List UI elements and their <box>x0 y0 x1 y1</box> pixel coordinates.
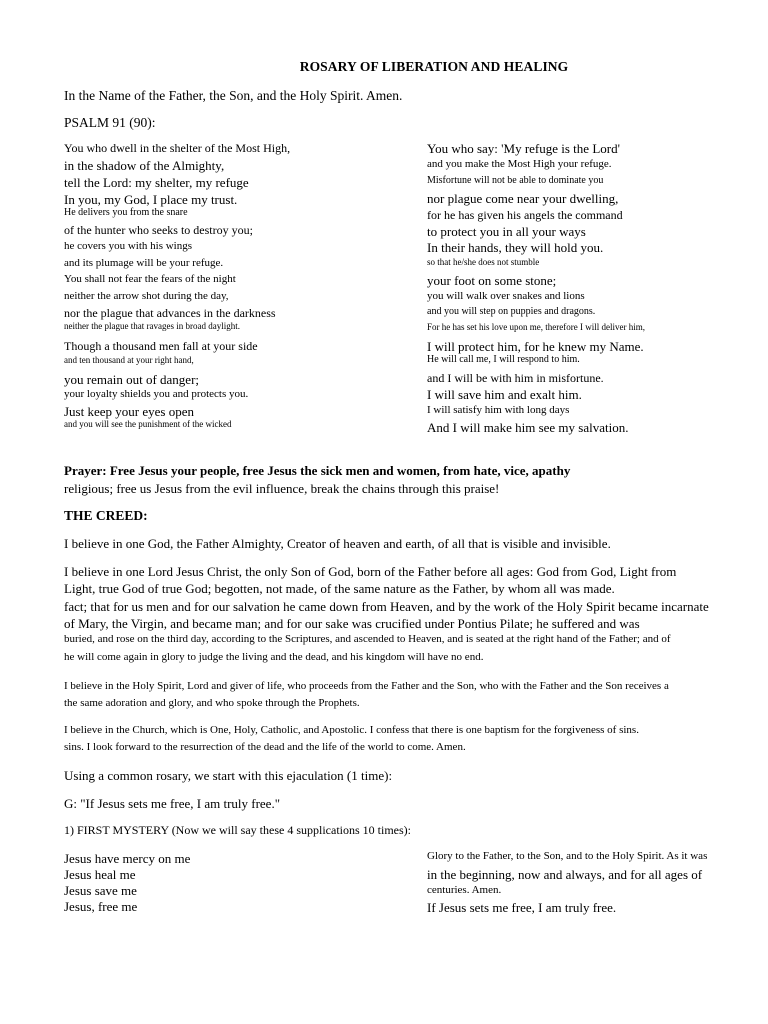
psalm-line: and I will be with him in misfortune. <box>427 371 604 385</box>
psalm-line: He delivers you from the snare <box>64 207 188 218</box>
psalm-line: He will call me, I will respond to him. <box>427 354 580 365</box>
creed-p2-line: Light, true God of true God; begotten, not made, of the same nature as the Father, by whom all was made. <box>64 581 615 596</box>
psalm-line: Though a thousand men fall at your side <box>64 339 258 353</box>
psalm-line: nor plague come near your dwelling, <box>427 191 619 206</box>
supplication-line: Jesus save me <box>64 883 137 898</box>
glory-line: centuries. Amen. <box>427 884 502 896</box>
psalm-line: you remain out of danger; <box>64 372 200 387</box>
prayer-line-1: Prayer: Free Jesus your people, free Jesus the sick men and women, from hate, vice, apathy <box>64 463 571 478</box>
glory-line: in the beginning, now and always, and for all ages of <box>427 867 703 882</box>
psalm-line: your foot on some stone; <box>427 273 557 288</box>
creed-paragraph-1: I believe in one God, the Father Almighty, Creator of heaven and earth, of all that is visible and invisible. <box>64 536 611 551</box>
glory-line: If Jesus sets me free, I am truly free. <box>427 900 617 915</box>
psalm-line: in the shadow of the Almighty, <box>64 158 225 173</box>
creed-p3-line: the same adoration and glory, and who spoke through the Prophets. <box>64 697 360 709</box>
psalm-line: you will walk over snakes and lions <box>427 290 585 302</box>
psalm-line: nor the plague that advances in the darkness <box>64 306 276 320</box>
psalm-line: You shall not fear the fears of the night <box>64 273 236 285</box>
psalm-line: You who dwell in the shelter of the Most High, <box>64 141 291 155</box>
supplication-line: Jesus heal me <box>64 867 136 882</box>
psalm-line: I will protect him, for he knew my Name. <box>427 339 644 354</box>
psalm-line: In their hands, they will hold you. <box>427 240 604 255</box>
psalm-line: and you make the Most High your refuge. <box>427 158 612 170</box>
psalm-line: For he has set his love upon me, therefore I will deliver him, <box>427 322 645 332</box>
glory-line: Glory to the Father, to the Son, and to the Holy Spirit. As it was <box>427 850 708 862</box>
psalm-line: so that he/she does not stumble <box>427 257 540 267</box>
psalm-heading: PSALM 91 (90): <box>64 115 156 130</box>
psalm-line: neither the plague that ravages in broad daylight. <box>64 321 240 331</box>
psalm-line: and you will see the punishment of the wicked <box>64 419 232 429</box>
creed-p3-line: I believe in the Holy Spirit, Lord and giver of life, who proceeds from the Father and the Son, who with the Father and the Son receives a <box>64 680 669 692</box>
psalm-line: for he has given his angels the command <box>427 208 623 222</box>
psalm-line: your loyalty shields you and protects you. <box>64 388 249 400</box>
psalm-line: tell the Lord: my shelter, my refuge <box>64 175 249 190</box>
opening-invocation: In the Name of the Father, the Son, and the Holy Spirit. Amen. <box>64 88 403 103</box>
ejaculation-text: G: "If Jesus sets me free, I am truly free." <box>64 796 281 811</box>
creed-p2-line: buried, and rose on the third day, according to the Scriptures, and ascended to Heaven, and is seated at the right hand of the Father; and of <box>64 633 671 645</box>
supplication-line: Jesus have mercy on me <box>64 851 191 866</box>
supplication-line: Jesus, free me <box>64 899 138 914</box>
psalm-line: I will satisfy him with long days <box>427 404 570 416</box>
psalm-line: and its plumage will be your refuge. <box>64 257 224 269</box>
creed-p2-line: he will come again in glory to judge the living and the dead, and his kingdom will have no end. <box>64 651 484 663</box>
psalm-line: neither the arrow shot during the day, <box>64 290 229 302</box>
psalm-line: In you, my God, I place my trust. <box>64 192 238 207</box>
psalm-line: he covers you with his wings <box>64 240 193 252</box>
psalm-line: to protect you in all your ways <box>427 224 586 239</box>
first-mystery-heading: 1) FIRST MYSTERY (Now we will say these 4 supplications 10 times): <box>64 823 411 837</box>
creed-heading: THE CREED: <box>64 508 148 523</box>
creed-p2-line: I believe in one Lord Jesus Christ, the only Son of God, born of the Father before all ages: God from God, Light from <box>64 564 677 579</box>
psalm-line: and ten thousand at your right hand, <box>64 355 194 365</box>
psalm-line: Just keep your eyes open <box>64 404 194 419</box>
psalm-line: You who say: 'My refuge is the Lord' <box>427 141 620 156</box>
prayer-line-2: religious; free us Jesus from the evil influence, break the chains through this praise! <box>64 481 500 496</box>
psalm-line: and you will step on puppies and dragons. <box>427 306 596 317</box>
creed-p2-line: fact; that for us men and for our salvation he came down from Heaven, and by the work of the Holy Spirit became incarnate <box>64 599 709 614</box>
creed-p4-line: sins. I look forward to the resurrection of the dead and the life of the world to come. Amen. <box>64 741 466 753</box>
psalm-line: Misfortune will not be able to dominate you <box>427 175 604 186</box>
psalm-line: of the hunter who seeks to destroy you; <box>64 223 253 237</box>
psalm-line: And I will make him see my salvation. <box>427 420 629 435</box>
page-title: ROSARY OF LIBERATION AND HEALING <box>299 59 569 74</box>
creed-p2-line: of Mary, the Virgin, and became man; and for our sake was crucified under Pontius Pilate; he suffered and was <box>64 616 640 631</box>
psalm-line: I will save him and exalt him. <box>427 387 582 402</box>
creed-p4-line: I believe in the Church, which is One, Holy, Catholic, and Apostolic. I confess that there is one baptism for the forgiveness of sins. <box>64 724 639 736</box>
ejaculation-intro: Using a common rosary, we start with this ejaculation (1 time): <box>64 768 393 783</box>
